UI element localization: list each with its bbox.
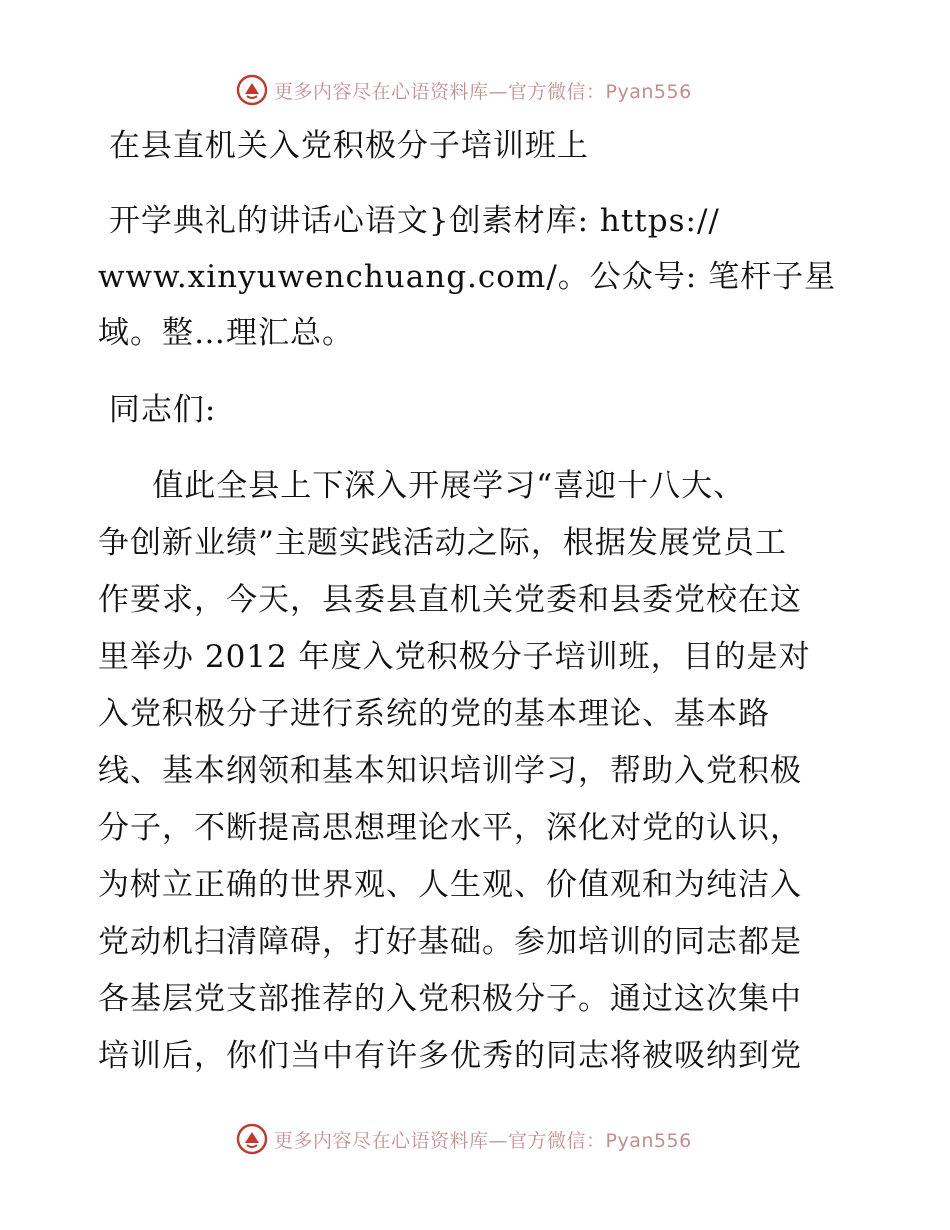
body-line: 分子，不断提高思想理论水平，深化对党的认识， [98, 810, 802, 846]
book-logo-icon [236, 74, 268, 106]
watermark-site: 更多内容尽在心语资料库 [274, 80, 489, 103]
body-line: 党动机扫清障碍，打好基础。参加培训的同志都是 [98, 924, 802, 960]
body-line: 作要求，今天，县委县直机关党委和县委党校在这 [98, 582, 802, 618]
watermark-account: Pyan556 [605, 80, 692, 103]
document-title-line-2: 开学典礼的讲话心语文}创素材库: https:// [98, 203, 720, 239]
watermark-banner-top [236, 72, 692, 108]
document-title-line-1: 在县直机关入党积极分子培训班上 [98, 128, 589, 164]
watermark-text [274, 1126, 692, 1153]
document-salutation: 同志们: [98, 392, 217, 428]
watermark-text [274, 77, 692, 104]
watermark-banner-bottom [236, 1121, 692, 1157]
watermark-account: Pyan556 [605, 1129, 692, 1152]
watermark-site: 更多内容尽在心语资料库 [274, 1129, 489, 1152]
document-source-line-2: 域。整…理汇总。 [98, 315, 354, 351]
watermark-separator: — [488, 1129, 509, 1152]
book-logo-icon [236, 1123, 268, 1155]
watermark-label: 官方微信： [508, 1129, 606, 1152]
body-line: 争创新业绩”主题实践活动之际，根据发展党员工 [98, 525, 787, 561]
body-line: 入党积极分子进行系统的党的基本理论、基本路 [98, 696, 770, 732]
body-line: 各基层党支部推荐的入党积极分子。通过这次集中 [98, 981, 802, 1017]
body-line: 为树立正确的世界观、人生观、价值观和为纯洁入 [98, 867, 802, 903]
watermark-separator: — [488, 80, 509, 103]
document-source-line-1: www.xinyuwenchuang.com/。公众号: 笔杆子星 [98, 259, 837, 295]
watermark-label: 官方微信： [508, 80, 606, 103]
body-line: 培训后，你们当中有许多优秀的同志将被吸纳到党 [98, 1038, 802, 1074]
body-line: 里举办 2012 年度入党积极分子培训班，目的是对 [98, 639, 811, 675]
body-line: 值此全县上下深入开展学习“喜迎十八大、 [98, 468, 746, 504]
body-line: 线、基本纲领和基本知识培训学习，帮助入党积极 [98, 753, 802, 789]
